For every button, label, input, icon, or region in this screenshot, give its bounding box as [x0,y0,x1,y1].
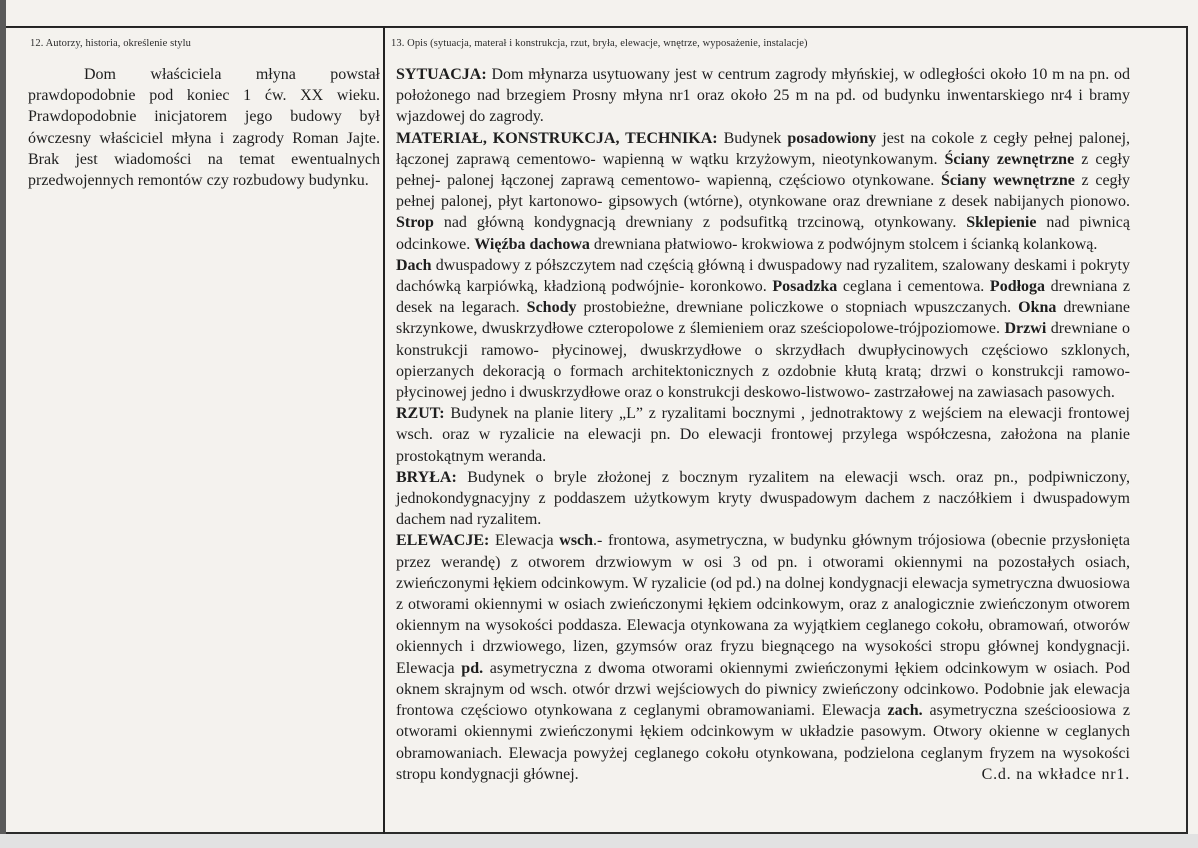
material-paragraph [396,128,1130,255]
rzut-paragraph [396,403,1130,467]
elewacje-term: wsch [559,532,594,550]
bottom-margin [0,834,1198,848]
material-text: jest na cokole z cegły pełnej palonej, łączonej zaprawą cementowo- wapienną w wątku krzyżowym, nieotynkowanym. [396,129,1131,168]
column-divider [383,26,385,834]
bryla-paragraph [396,467,1130,531]
dach-text: ceglana i cementowa. [837,278,990,296]
elewacje-paragraph [396,530,1130,784]
elewacje-term: pd. [461,659,484,677]
sytuacja-paragraph [396,64,1130,128]
material-text: nad główną kondygnacją drewniany z podsufitką trzcinową, otynkowany. [433,214,967,232]
dach-term: Drzwi [1004,320,1047,338]
material-term: Sklepienie [966,214,1037,232]
dach-term: Okna [1018,299,1057,317]
material-text: z cegły pełnej palonej, płyt kartonowo- gipsowych (wtórne), otynkowane oraz drewniane z desek nabijanych pionowo. [396,172,1131,211]
bryla-text: Budynek o bryle złożonej z bocznym ryzalitem na elewacji wsch. oraz pn., podpiwniczony, jednokondygnacyjny z poddaszem użytkowym kryty dwuspadowym dachem z naczółkiem i dwuspadowym dachem nad ryzalitem. [396,468,1130,529]
material-label: MATERIAŁ, KONSTRUKCJA, TECHNIKA: [396,129,718,147]
description-section [396,64,1130,785]
sytuacja-text: Dom młynarza usytuowany jest w centrum zagrody młyńskiej, w odległości około 10 m na pn. od położonego nad brzegiem Prosny młyna nr1 oraz około 25 m na pd. od budynku inwentarskiego nr4 i bramy wjazdowej do zagrody. [396,66,1130,126]
material-text: nad piwnicą odcinkowe. [396,214,1130,253]
elewacje-text: .- frontowa, asymetryczna, w budynku głównym trójosiowa (obecnie przysłonięta przez werandę) z otworem drzwiowym w osi 3 od pn. i otworami okiennymi na pozostałych osiach, zwieńczonymi łękiem odcinkowym. W ryzalicie (od pd.) na dolnej kondygnacji elewacja symetryczna dwuosiowa z otworami okiennymi w osiach zwieńczonymi łękiem odcinkowym, oraz z analogicznie zwieńczonym otworem okiennym na wysokości poddasza. Elewacja otynkowana za wyjątkiem ceglanego cokołu, obramowań, otworów okiennych i drzwiowego, lizen, gzymsów oraz fryzu biegnącego na wysokości stropu głównej kondygnacji. Elewacja [396,532,1131,677]
dach-paragraph [396,255,1130,403]
material-text: drewniana płatwiowo- krokwiowa z podwójnym stolcem i ścianką kolankową. [589,235,1098,253]
header-rule [6,26,1188,27]
dach-text: dwuspadowy z półszczytem nad częścią główną i dwuspadowy nad ryzalitem, szalowany deskami i pokryty dachówką karpiówką, kładzioną podwójnie- koronkowo. [396,256,1130,296]
elewacje-text: Elewacja [489,532,560,550]
sytuacja-label: SYTUACJA: [396,66,487,83]
material-text: z cegły pełnej- palonej łączonej zaprawą cementowo- wapienną, częściowo otynkowane. [396,150,1131,190]
material-term: Więźba dachowa [474,235,590,253]
continuation-note: C.d. na wkładce nr1. [981,765,1130,783]
material-term: posadowiony [787,129,877,147]
section-12-header: 12. Autorzy, historia, określenie stylu [30,38,191,49]
dach-term: Posadzka [772,278,838,296]
history-section [28,64,380,191]
dach-text: drewniana z desek na legarach. [396,278,1131,317]
dach-term: Podłoga [989,278,1046,296]
material-term: Ściany wewnętrzne [941,172,1075,190]
rzut-label: RZUT: [396,405,445,423]
elewacje-term: zach. [887,702,923,720]
rzut-text: Budynek na planie litery „L” z ryzalitami bocznymi , jednotraktowy z wejściem na elewacji frontowej wsch. oraz w ryzalicie na elewacji pn. Do elewacji frontowej przylega współczesna, założona na planie prostokątnym weranda. [396,405,1130,465]
elewacje-text: asymetryczna z dwoma otworami okiennymi zwieńczonymi łękiem odcinkowym w osiach. Pod oknem skrajnym od wsch. otwór drzwi wejściowych do piwnicy zwieńczony odcinkowo. Podobnie jak elewacja frontowa częściowo otynkowana z ceglanymi obramowaniami. Elewacja [396,659,1131,720]
material-term: Ściany zewnętrzne [944,150,1075,168]
elewacje-label: ELEWACJE: [396,532,490,550]
dach-text: prostobieżne, drewniane policzkowe o stopniach wpuszczanych. [576,299,1019,317]
dach-term: Dach [396,256,432,274]
dach-text: drewniane skrzynkowe, dwuskrzydłowe czteropolowe z ślemieniem oraz sześciopolowe-trójpoziomowe. [396,299,1130,338]
dach-term: Schody [526,299,577,317]
history-paragraph: Dom właściciela młyna powstał prawdopodobnie pod koniec 1 ćw. XX wieku. Prawdopodobnie inicjatorem jego budowy był ówczesny właściciel młyna i zagrody Roman Jajte. Brak jest wiadomości na temat ewentualnych przedwojennych remontów czy rozbudowy budynku. [28,66,380,190]
elewacje-text: asymetryczna sześcioosiowa z otworami okiennymi zwieńczonymi łękiem odcinkowym w układzie pasowym. Otwory okienne w ceglanych obramowaniach. Elewacja powyżej ceglanego cokołu otynkowana, podzielona ceglanym fryzem na wysokości stropu kondygnacji głównej. [396,702,1130,783]
material-text: Budynek [717,129,788,147]
dach-text: drewniane o konstrukcji ramowo- płycinowej, dwuskrzydłowe o skrzydłach dwupłycinowych częściowo szklonych, opierzanych dekoracją o formach architektonicznych z ozdobnie kłutą kratą; drzwi o konstrukcji ramowo- płycinowej jedno i dwuskrzydłowe oraz o konstrukcji deskowo-listwowo- zastrzałowej na zawiasach pasowych. [396,320,1130,402]
bryla-label: BRYŁA: [396,468,457,486]
section-13-header: 13. Opis (sytuacja, materał i konstrukcja, rzut, bryła, elewacje, wnętrze, wyposażenie, instalacje) [391,38,808,49]
material-term: Strop [396,214,434,232]
